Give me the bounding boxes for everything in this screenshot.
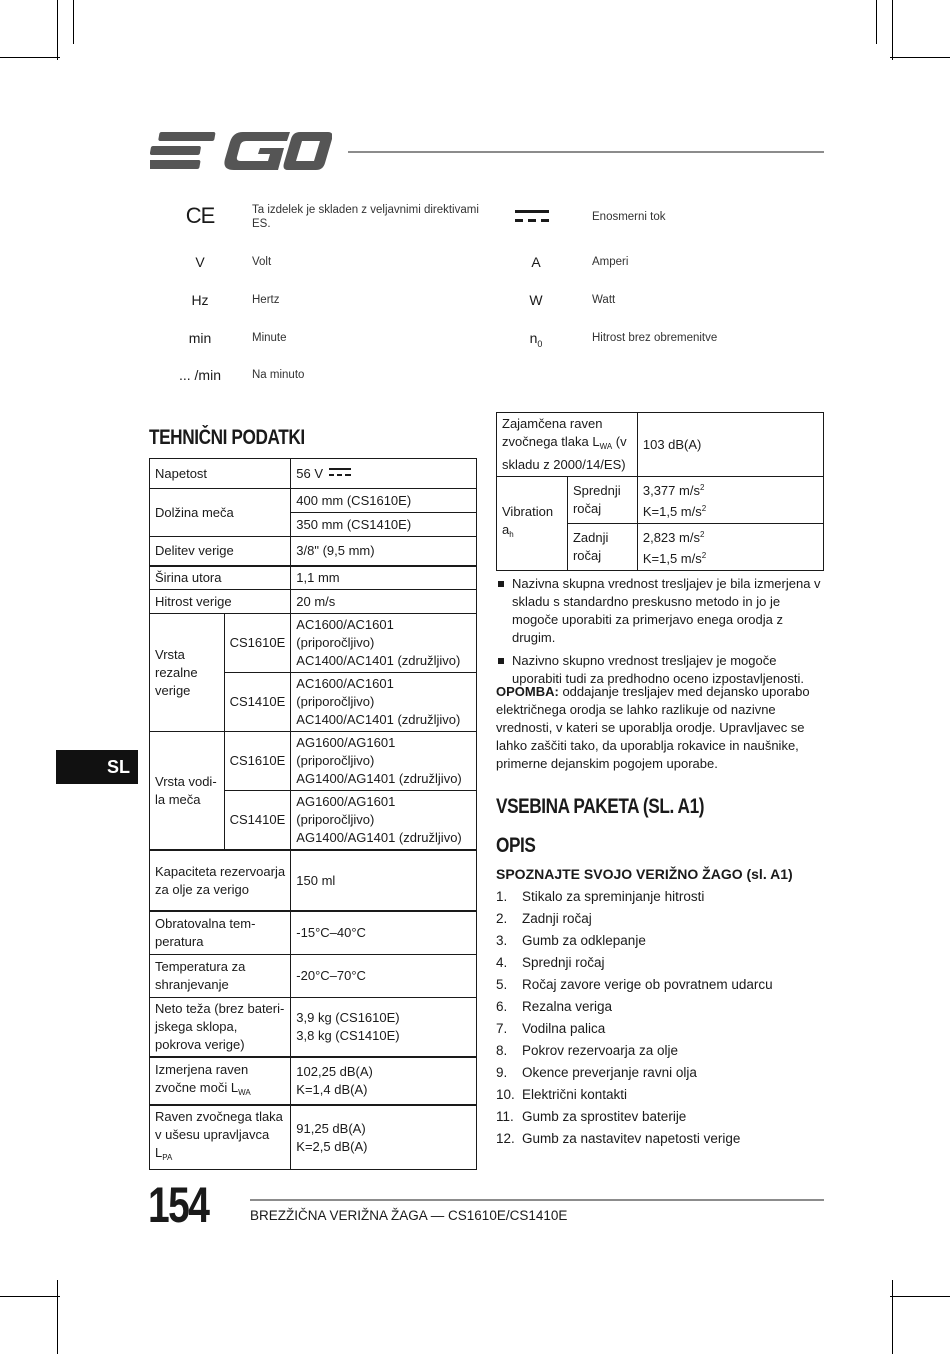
header-rule — [348, 151, 824, 153]
list-item: 5. Ročaj zavore verige ob povratnem udarcu — [496, 977, 773, 992]
tech-label: Hitrost verige — [150, 590, 291, 614]
tech-value: 350 mm (CS1410E) — [291, 513, 477, 537]
list-item: 2. Zadnji ročaj — [496, 911, 592, 926]
symbol-desc: Hertz — [252, 294, 280, 306]
list-item: 8. Pokrov rezervoarja za olje — [496, 1043, 679, 1058]
direct-current-icon — [515, 210, 549, 226]
list-item: 10. Električni kontakti — [496, 1087, 628, 1102]
tech-value: 1,1 mm — [291, 566, 477, 590]
symbol: V — [195, 254, 205, 270]
tech-value: 56 V — [291, 459, 477, 489]
tech-value: 102,25 dB(A) K=1,4 dB(A) — [291, 1057, 477, 1105]
tech-label: Raven zvočnega tlaka v ušesu upravljavca $L_{PA}$ — [150, 1105, 291, 1170]
tech-label: Temperatura za shranjevanje — [150, 954, 291, 997]
tech-label: Vrsta rezalne verige — [150, 614, 225, 732]
tech-label: Neto teža (brez bateri-jskega sklopa, pokrova verige) — [150, 997, 291, 1057]
ego-logo — [150, 130, 332, 172]
tech-sublabel: Sprednji ročaj — [567, 477, 637, 524]
tech-label: Kapaciteta rezervoarja za olje za verigo — [150, 850, 291, 911]
tech-value: AG1600/AG1601 (priporočljivo) AG1400/AG1401 (združljivo) — [291, 732, 477, 791]
tech-model: CS1610E — [224, 732, 291, 791]
footer-rule — [250, 1199, 824, 1201]
footer-title: BREZŽIČNA VERIŽNA ŽAGA — CS1610E/CS1410E — [250, 1208, 568, 1223]
tech-value: AG1600/AG1601 (priporočljivo) AG1400/AG1401 (združljivo) — [291, 791, 477, 851]
parts-list — [496, 886, 826, 1150]
subheading: SPOZNAJTE SVOJO VERIŽNO ŽAGO (sl. A1) — [496, 866, 793, 882]
tech-value: 400 mm (CS1610E) — [291, 489, 477, 513]
tech-label: Dolžina meča — [150, 489, 291, 537]
tech-value: 91,25 dB(A) K=2,5 dB(A) — [291, 1105, 477, 1170]
symbol-desc: Watt — [592, 294, 616, 306]
list-item: 4. Sprednji ročaj — [496, 955, 605, 970]
vibration-notes — [496, 575, 826, 693]
symbol: min — [188, 330, 212, 346]
tech-label: Širina utora — [150, 566, 291, 590]
description-heading: OPIS — [496, 834, 536, 857]
list-item: 11. Gumb za sprostitev baterije — [496, 1109, 687, 1124]
package-heading: VSEBINA PAKETA (SL. A1) — [496, 795, 705, 818]
symbol: Hz — [191, 292, 209, 308]
tech-table — [149, 458, 477, 1170]
list-item: 7. Vodilna palica — [496, 1021, 606, 1036]
list-item: 6. Rezalna veriga — [496, 999, 613, 1014]
tech-value: 103 dB(A) — [637, 413, 823, 477]
tech-value: 150 ml — [291, 850, 477, 911]
symbol: $n_0$ — [529, 330, 543, 349]
list-item: 1. Stikalo za spreminjanje hitrosti — [496, 889, 705, 904]
language-tab: SL — [56, 750, 138, 784]
list-item: 3. Gumb za odklepanje — [496, 933, 646, 948]
symbol-desc: Na minuto — [252, 369, 305, 381]
tech-model: CS1410E — [224, 673, 291, 732]
tech-value: AC1600/AC1601 (priporočljivo) AC1400/AC1401 (združljivo) — [291, 614, 477, 673]
tech-label: Izmerjena raven zvočne moči $L_{WA}$ — [150, 1057, 291, 1105]
symbol-desc: Enosmerni tok — [592, 211, 666, 223]
tech-value: 2,823 $m/s^2$ K=1,5 $m/s^2$ — [637, 524, 823, 571]
list-item: Nazivna skupna vrednost tresljajev je bila izmerjena v skladu s standardno preskusno metodo in jo je mogoče uporabiti za primerjavo enega orodja z drugim. — [496, 575, 826, 647]
page-number: 154 — [148, 1177, 209, 1233]
tech-data-heading: TEHNIČNI PODATKI — [149, 426, 305, 449]
tech-value: -15°C–40°C — [291, 911, 477, 954]
direct-current-icon — [329, 468, 351, 478]
tech-model: CS1610E — [224, 614, 291, 673]
list-item: Nazivno skupno vrednost tresljajev je mogoče uporabiti tudi za predhodno oceno izpostavljenosti. — [496, 652, 826, 688]
symbol: W — [529, 292, 543, 308]
note-paragraph: OPOMBA: oddajanje tresljajev med dejansko uporabo električnega orodja se lahko razlikuje od nazivne vrednosti, v kateri se uporablja orodje. Upravljavec se lahko zaščiti tako, da uporablja rokavice in naušnike, primerne dejanskim pogojem uporabe. — [496, 684, 810, 771]
symbol: ... /min — [178, 367, 221, 383]
symbol-desc: Hitrost brez obremenitve — [592, 332, 718, 344]
tech-value: AC1600/AC1601 (priporočljivo) AC1400/AC1401 (združljivo) — [291, 673, 477, 732]
list-item: 12. Gumb za nastavitev napetosti verige — [496, 1131, 741, 1146]
tech-label: Zajamčena raven zvočnega tlaka $L_{WA}$ (v skladu z 2000/14/ES) — [497, 413, 638, 477]
tech-value: 3,377 $m/s^2$ K=1,5 $m/s^2$ — [637, 477, 823, 524]
symbol-desc: Ta izdelek je skladen z veljavnimi direktivami ES. — [252, 204, 479, 230]
tech-value: 3/8" (9,5 mm) — [291, 537, 477, 566]
tech-label: Obratovalna tem-peratura — [150, 911, 291, 954]
tech-label: Delitev verige — [150, 537, 291, 566]
symbol-desc: Volt — [252, 256, 272, 268]
list-item: 9. Okence preverjanje ravni olja — [496, 1065, 697, 1080]
tech-value: 3,9 kg (CS1610E) 3,8 kg (CS1410E) — [291, 997, 477, 1057]
tech-value: 20 m/s — [291, 590, 477, 614]
tech-sublabel: Zadnji ročaj — [567, 524, 637, 571]
tech-label: Napetost — [150, 459, 291, 489]
noise-vibration-table — [496, 412, 824, 571]
tech-label: Vibration $a_h$ — [497, 477, 568, 571]
symbol-desc: Minute — [252, 332, 287, 344]
ce-mark-icon: C​E — [185, 203, 215, 228]
tech-model: CS1410E — [224, 791, 291, 851]
symbol-desc: Amperi — [592, 256, 629, 268]
tech-label: Vrsta vodi-la meča — [150, 732, 225, 851]
tech-value: -20°C–70°C — [291, 954, 477, 997]
symbol: A — [531, 254, 541, 270]
